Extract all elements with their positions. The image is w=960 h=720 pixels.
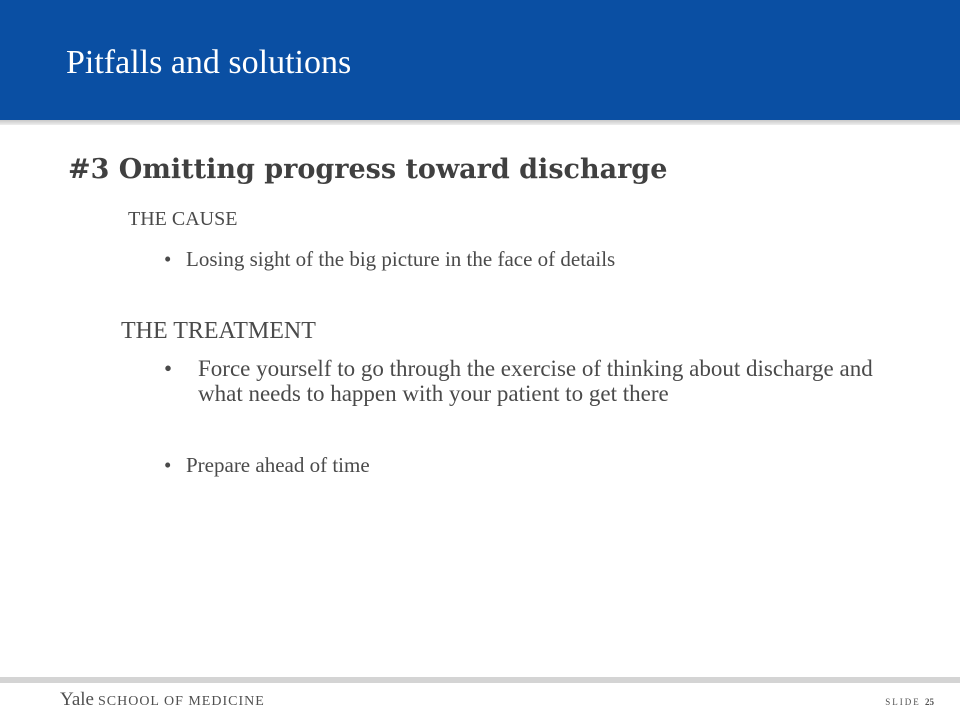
treatment-bullet-2-text: Prepare ahead of time bbox=[186, 453, 370, 477]
logo-school-text: SCHOOL OF MEDICINE bbox=[97, 694, 265, 709]
footer-bar bbox=[0, 677, 960, 683]
treatment-bullet-1 bbox=[164, 356, 884, 406]
cause-bullet bbox=[164, 247, 615, 272]
bullet-dot-icon: • bbox=[164, 453, 172, 477]
slide-number bbox=[885, 697, 934, 707]
slide-title: Pitfalls and solutions bbox=[66, 44, 352, 81]
logo-yale-text: Yale bbox=[60, 689, 94, 710]
slide-number-label: SLIDE bbox=[885, 697, 921, 707]
cause-bullet-text: Losing sight of the big picture in the face of details bbox=[186, 247, 616, 271]
yale-school-of-medicine-logo bbox=[60, 690, 265, 709]
cause-label: THE CAUSE bbox=[128, 208, 238, 230]
treatment-label: THE TREATMENT bbox=[121, 318, 316, 344]
slide-subheading: #3 Omitting progress toward discharge bbox=[68, 154, 668, 185]
slide-number-value: 25 bbox=[925, 697, 934, 707]
header-shadow bbox=[0, 120, 960, 125]
treatment-bullet-2 bbox=[164, 453, 370, 478]
treatment-bullet-1-text: Force yourself to go through the exercise of thinking about discharge and what needs to happen with your patient to get there bbox=[198, 356, 873, 406]
bullet-dot-icon: • bbox=[164, 247, 172, 271]
bullet-dot-icon: • bbox=[164, 356, 173, 381]
